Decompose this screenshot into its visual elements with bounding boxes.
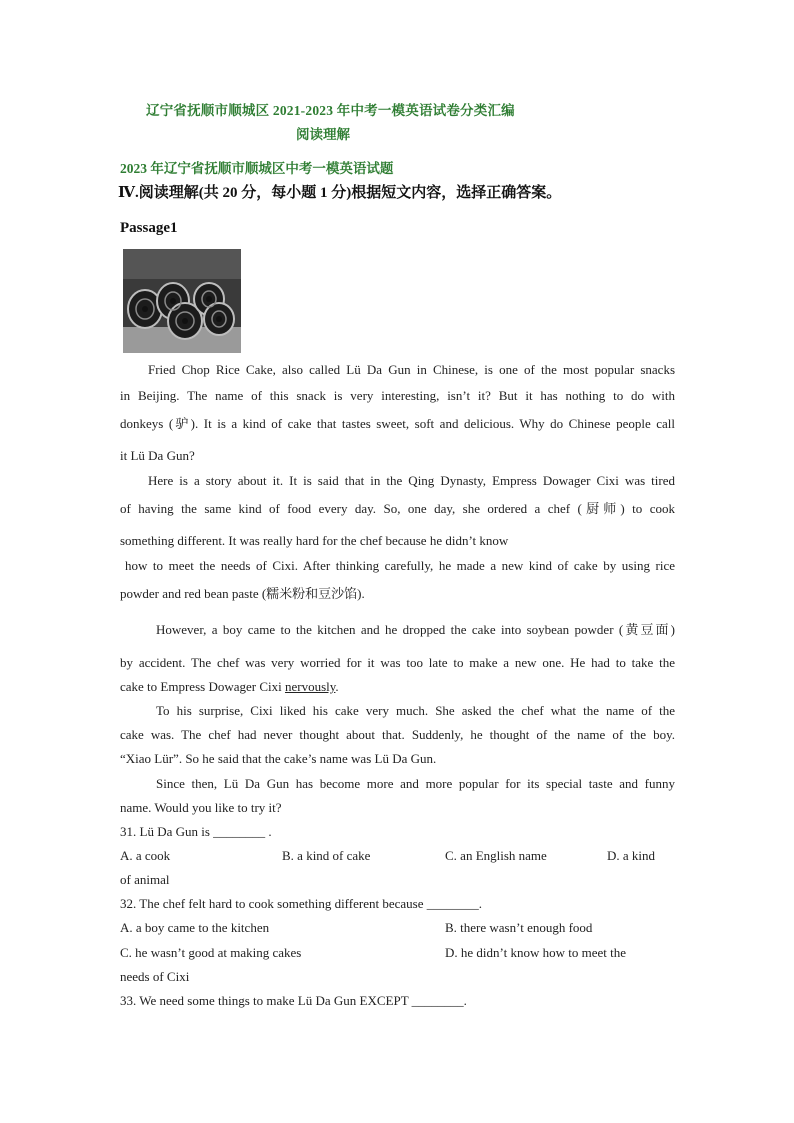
passage-line: it Lü Da Gun?	[120, 448, 195, 463]
passage-line: name. Would you like to try it?	[120, 800, 282, 815]
question-31-option-a: A. a cook	[120, 848, 171, 863]
question-31-option-b: B. a kind of cake	[282, 848, 371, 863]
question-31-stem: 31. Lü Da Gun is ________ .	[120, 824, 272, 839]
passage-line: To his surprise, Cixi liked his cake very much. She asked the chef what the name of the	[156, 703, 675, 718]
passage-label: Passage1	[120, 220, 178, 236]
passage-line: Here is a story about it. It is said that in the Qing Dynasty, Empress Dowager Cixi was tired	[148, 473, 675, 488]
question-32-option-b: B. there wasn’t enough food	[445, 920, 593, 935]
passage-line	[120, 678, 675, 696]
passage-line: by accident. The chef was very worried for it was too late to make a new one. He had to take the	[120, 655, 675, 670]
passage-line: how to meet the needs of Cixi. After thinking carefully, he made a new kind of cake by using rice	[125, 558, 675, 573]
passage-line: in Beijing. The name of this snack is very interesting, isn’t it? But it has nothing to do with	[120, 388, 675, 403]
passage-line: “Xiao Lür”. So he said that the cake’s name was Lü Da Gun.	[120, 751, 437, 766]
passage-line: something different. It was really hard for the chef because he didn’t know	[120, 533, 509, 548]
question-31-option-d: D. a kind	[607, 848, 656, 863]
passage-line: However, a boy came to the kitchen and he dropped the cake into soybean powder (黄豆面)	[156, 622, 675, 637]
passage-line: donkeys (驴). It is a kind of cake that tastes sweet, soft and delicious. Why do Chinese people call	[120, 416, 675, 431]
underlined-word: nervously	[284, 679, 336, 694]
rice-cake-photo	[123, 249, 241, 353]
question-32-option-d-cont: needs of Cixi	[120, 969, 190, 984]
question-32-stem: 32. The chef felt hard to cook something different because ________.	[120, 896, 482, 911]
question-32-option-d: D. he didn’t know how to meet the	[445, 945, 627, 960]
passage-line: Fried Chop Rice Cake, also called Lü Da Gun in Chinese, is one of the most popular snacks	[148, 362, 675, 377]
passage-line: of having the same kind of food every day. So, one day, she ordered a chef (厨师) to cook	[120, 501, 675, 516]
passage-text: .	[335, 679, 339, 694]
question-32-option-a: A. a boy came to the kitchen	[120, 920, 270, 935]
section-heading: Ⅳ.阅读理解(共 20 分，每小题 1 分)根据短文内容，选择正确答案。	[118, 185, 562, 201]
passage-line: cake was. The chef had never thought about that. Suddenly, he thought of the name of the boy.	[120, 727, 675, 742]
passage-text: cake to Empress Dowager Cixi	[120, 679, 285, 694]
document-topic: 阅读理解	[296, 127, 350, 142]
rice-cake-rolls-icon	[123, 249, 241, 353]
passage-line: powder and red bean paste (糯米粉和豆沙馅).	[120, 586, 365, 601]
passage-line: Since then, Lü Da Gun has become more and more popular for its special taste and funny	[156, 776, 675, 791]
question-31-option-d-cont: of animal	[120, 872, 170, 887]
document-title: 辽宁省抚顺市顺城区 2021-2023 年中考一模英语试卷分类汇编	[146, 103, 515, 118]
question-31-option-c: C. an English name	[445, 848, 547, 863]
question-33-stem: 33. We need some things to make Lü Da Gun EXCEPT ________.	[120, 993, 467, 1008]
exam-subtitle: 2023 年辽宁省抚顺市顺城区中考一模英语试题	[120, 161, 394, 176]
question-32-option-c: C. he wasn’t good at making cakes	[120, 945, 302, 960]
